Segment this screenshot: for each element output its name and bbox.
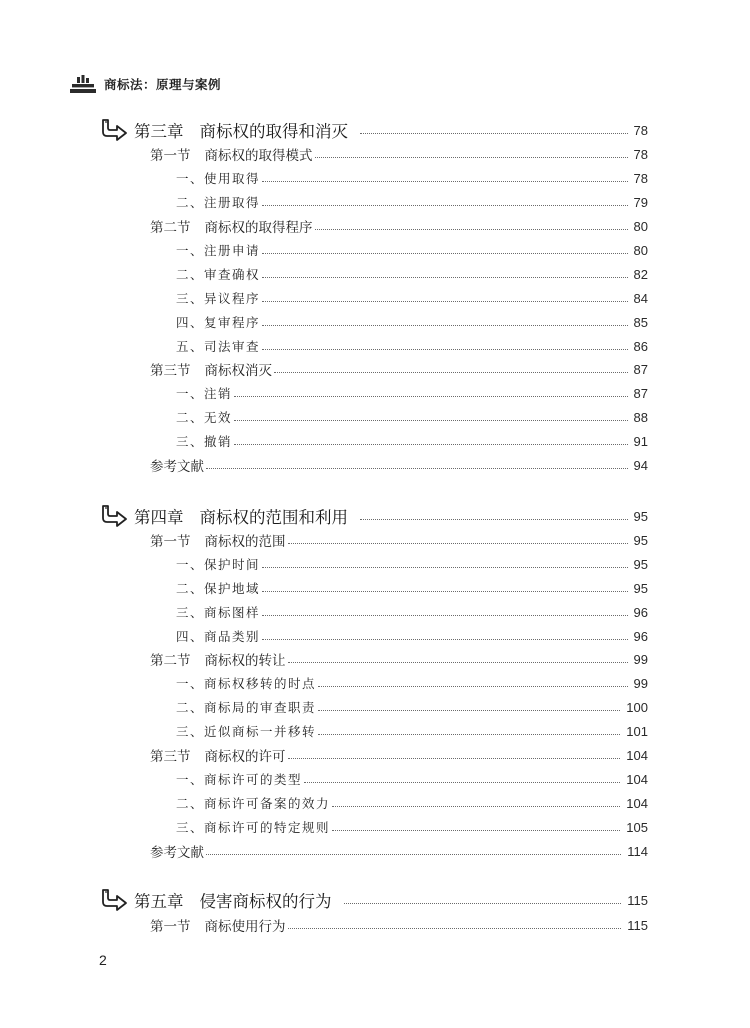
toc-item[interactable] bbox=[176, 602, 648, 622]
item-title: 一、商标许可的类型 bbox=[176, 772, 303, 787]
section-number: 第一节 bbox=[150, 534, 191, 550]
item-title: 二、无效 bbox=[176, 410, 233, 425]
toc-page-number: 115 bbox=[627, 917, 648, 933]
dot-leader bbox=[288, 542, 628, 544]
item-title: 二、保护地域 bbox=[176, 581, 261, 596]
dot-leader bbox=[318, 709, 620, 711]
toc-item[interactable] bbox=[176, 626, 648, 646]
toc-page-number: 95 bbox=[633, 508, 648, 524]
toc-page-number: 82 bbox=[633, 266, 648, 282]
section-title: 商标权消灭 bbox=[204, 363, 272, 379]
toc-page-number: 101 bbox=[626, 723, 648, 739]
toc-page-number: 84 bbox=[633, 290, 648, 306]
toc-section[interactable] bbox=[150, 216, 648, 236]
item-title: 二、商标局的审查职责 bbox=[176, 700, 317, 715]
toc-item[interactable] bbox=[176, 721, 648, 741]
toc-item[interactable] bbox=[176, 336, 648, 356]
section-title: 商标权的许可 bbox=[204, 749, 286, 765]
toc-page-number: 96 bbox=[633, 604, 648, 620]
section-number: 第一节 bbox=[150, 919, 191, 935]
section-title: 商标权的范围 bbox=[204, 534, 286, 550]
toc-item[interactable] bbox=[176, 264, 648, 284]
toc-chapter[interactable] bbox=[100, 888, 648, 912]
dot-leader bbox=[315, 228, 628, 230]
toc-item[interactable] bbox=[176, 168, 648, 188]
item-title: 一、保护时间 bbox=[176, 557, 261, 572]
section-title: 参考文献 bbox=[150, 845, 204, 861]
toc-section[interactable] bbox=[150, 841, 648, 861]
dot-leader bbox=[360, 132, 628, 134]
toc-page-number: 99 bbox=[633, 651, 648, 667]
item-title: 二、审查确权 bbox=[176, 267, 261, 282]
item-title: 四、复审程序 bbox=[176, 315, 261, 330]
toc-item[interactable] bbox=[176, 817, 648, 837]
toc-page-number: 104 bbox=[626, 795, 648, 811]
dot-leader bbox=[288, 757, 621, 759]
item-title: 五、司法审查 bbox=[176, 339, 261, 354]
dot-leader bbox=[262, 590, 628, 592]
toc-page-number: 79 bbox=[633, 194, 648, 210]
toc-item[interactable] bbox=[176, 673, 648, 693]
section-title: 商标权的转让 bbox=[204, 653, 286, 669]
section-title: 商标权的取得程序 bbox=[204, 220, 313, 236]
toc-page-number: 91 bbox=[633, 433, 648, 449]
toc-item[interactable] bbox=[176, 192, 648, 212]
toc-page-number: 96 bbox=[633, 628, 648, 644]
toc-page-number: 95 bbox=[633, 556, 648, 572]
toc-item[interactable] bbox=[176, 793, 648, 813]
dot-leader bbox=[332, 829, 620, 831]
header-title: 商标法：原理与案例 bbox=[104, 77, 222, 92]
dot-leader bbox=[262, 566, 628, 568]
item-title: 三、商标许可的特定规则 bbox=[176, 820, 331, 835]
hand-arrow-icon bbox=[100, 888, 128, 912]
dot-leader bbox=[304, 781, 620, 783]
item-title: 三、异议程序 bbox=[176, 291, 261, 306]
chapter-title: 侵害商标权的行为 bbox=[199, 892, 332, 911]
section-number: 第二节 bbox=[150, 653, 191, 669]
toc-page-number: 87 bbox=[633, 361, 648, 377]
item-title: 一、使用取得 bbox=[176, 171, 261, 186]
dot-leader bbox=[262, 614, 628, 616]
item-title: 三、近似商标一并移转 bbox=[176, 724, 317, 739]
dot-leader bbox=[318, 733, 620, 735]
dot-leader bbox=[262, 300, 628, 302]
dot-leader bbox=[262, 204, 628, 206]
item-title: 三、撤销 bbox=[176, 434, 233, 449]
dot-leader bbox=[288, 661, 628, 663]
item-title: 一、注册申请 bbox=[176, 243, 261, 258]
hand-arrow-icon bbox=[100, 118, 128, 142]
section-number: 第一节 bbox=[150, 148, 191, 164]
item-title: 二、注册取得 bbox=[176, 195, 261, 210]
book-stack-logo bbox=[70, 74, 96, 94]
toc-chapter[interactable] bbox=[100, 504, 648, 528]
toc-page-number: 95 bbox=[633, 532, 648, 548]
item-title: 二、商标许可备案的效力 bbox=[176, 796, 331, 811]
toc-page-number: 104 bbox=[626, 747, 648, 763]
section-title: 参考文献 bbox=[150, 459, 204, 475]
dot-leader bbox=[288, 927, 622, 929]
toc-section[interactable] bbox=[150, 144, 648, 164]
page-number: 2 bbox=[99, 952, 107, 968]
dot-leader bbox=[234, 443, 628, 445]
toc-page-number: 87 bbox=[633, 385, 648, 401]
toc-item[interactable] bbox=[176, 312, 648, 332]
item-title: 一、注销 bbox=[176, 386, 233, 401]
dot-leader bbox=[318, 685, 628, 687]
toc-page-number: 78 bbox=[633, 146, 648, 162]
chapter-number: 第四章 bbox=[134, 508, 184, 527]
toc-page-number: 78 bbox=[633, 122, 648, 138]
toc-item[interactable] bbox=[176, 407, 648, 427]
dot-leader bbox=[262, 276, 628, 278]
toc-section[interactable] bbox=[150, 359, 648, 379]
running-header bbox=[70, 74, 221, 94]
toc-page-number: 105 bbox=[626, 819, 648, 835]
toc-section[interactable] bbox=[150, 745, 648, 765]
toc-section[interactable] bbox=[150, 649, 648, 669]
dot-leader bbox=[262, 180, 628, 182]
item-title: 三、商标图样 bbox=[176, 605, 261, 620]
item-title: 四、商品类别 bbox=[176, 629, 261, 644]
toc-item[interactable] bbox=[176, 240, 648, 260]
toc-item[interactable] bbox=[176, 383, 648, 403]
toc-page-number: 86 bbox=[633, 338, 648, 354]
toc-page-number: 100 bbox=[626, 699, 648, 715]
dot-leader bbox=[360, 518, 628, 520]
toc-item[interactable] bbox=[176, 431, 648, 451]
dot-leader bbox=[332, 805, 620, 807]
dot-leader bbox=[262, 638, 628, 640]
section-title: 商标使用行为 bbox=[204, 919, 286, 935]
hand-arrow-icon bbox=[100, 504, 128, 528]
dot-leader bbox=[262, 252, 628, 254]
dot-leader bbox=[206, 853, 621, 855]
chapter-number: 第五章 bbox=[134, 892, 184, 911]
toc-page-number: 88 bbox=[633, 409, 648, 425]
toc-page-number: 85 bbox=[633, 314, 648, 330]
toc-page-number: 114 bbox=[627, 843, 648, 859]
toc-section[interactable] bbox=[150, 530, 648, 550]
toc-page-number: 95 bbox=[633, 580, 648, 596]
toc-section[interactable] bbox=[150, 915, 648, 935]
item-title: 一、商标权移转的时点 bbox=[176, 676, 317, 691]
dot-leader bbox=[344, 902, 622, 904]
toc-item[interactable] bbox=[176, 288, 648, 308]
dot-leader bbox=[234, 419, 628, 421]
chapter-title: 商标权的取得和消灭 bbox=[199, 122, 348, 141]
toc-item[interactable] bbox=[176, 554, 648, 574]
dot-leader bbox=[262, 348, 628, 350]
toc-page-number: 80 bbox=[633, 218, 648, 234]
dot-leader bbox=[274, 371, 628, 373]
toc-page-number: 99 bbox=[633, 675, 648, 691]
dot-leader bbox=[234, 395, 628, 397]
section-number: 第三节 bbox=[150, 363, 191, 379]
toc-page-number: 78 bbox=[633, 170, 648, 186]
toc-item[interactable] bbox=[176, 769, 648, 789]
chapter-title: 商标权的范围和利用 bbox=[199, 508, 348, 527]
toc-page-number: 94 bbox=[633, 457, 648, 473]
section-number: 第三节 bbox=[150, 749, 191, 765]
chapter-number: 第三章 bbox=[134, 122, 184, 141]
toc-chapter[interactable] bbox=[100, 118, 648, 142]
toc-page-number: 104 bbox=[626, 771, 648, 787]
dot-leader bbox=[262, 324, 628, 326]
toc-item[interactable] bbox=[176, 578, 648, 598]
dot-leader bbox=[315, 156, 628, 158]
section-number: 第二节 bbox=[150, 220, 191, 236]
dot-leader bbox=[206, 467, 628, 469]
toc-page-number: 115 bbox=[627, 892, 648, 908]
toc-page-number: 80 bbox=[633, 242, 648, 258]
section-title: 商标权的取得模式 bbox=[204, 148, 313, 164]
toc-section[interactable] bbox=[150, 455, 648, 475]
toc-item[interactable] bbox=[176, 697, 648, 717]
